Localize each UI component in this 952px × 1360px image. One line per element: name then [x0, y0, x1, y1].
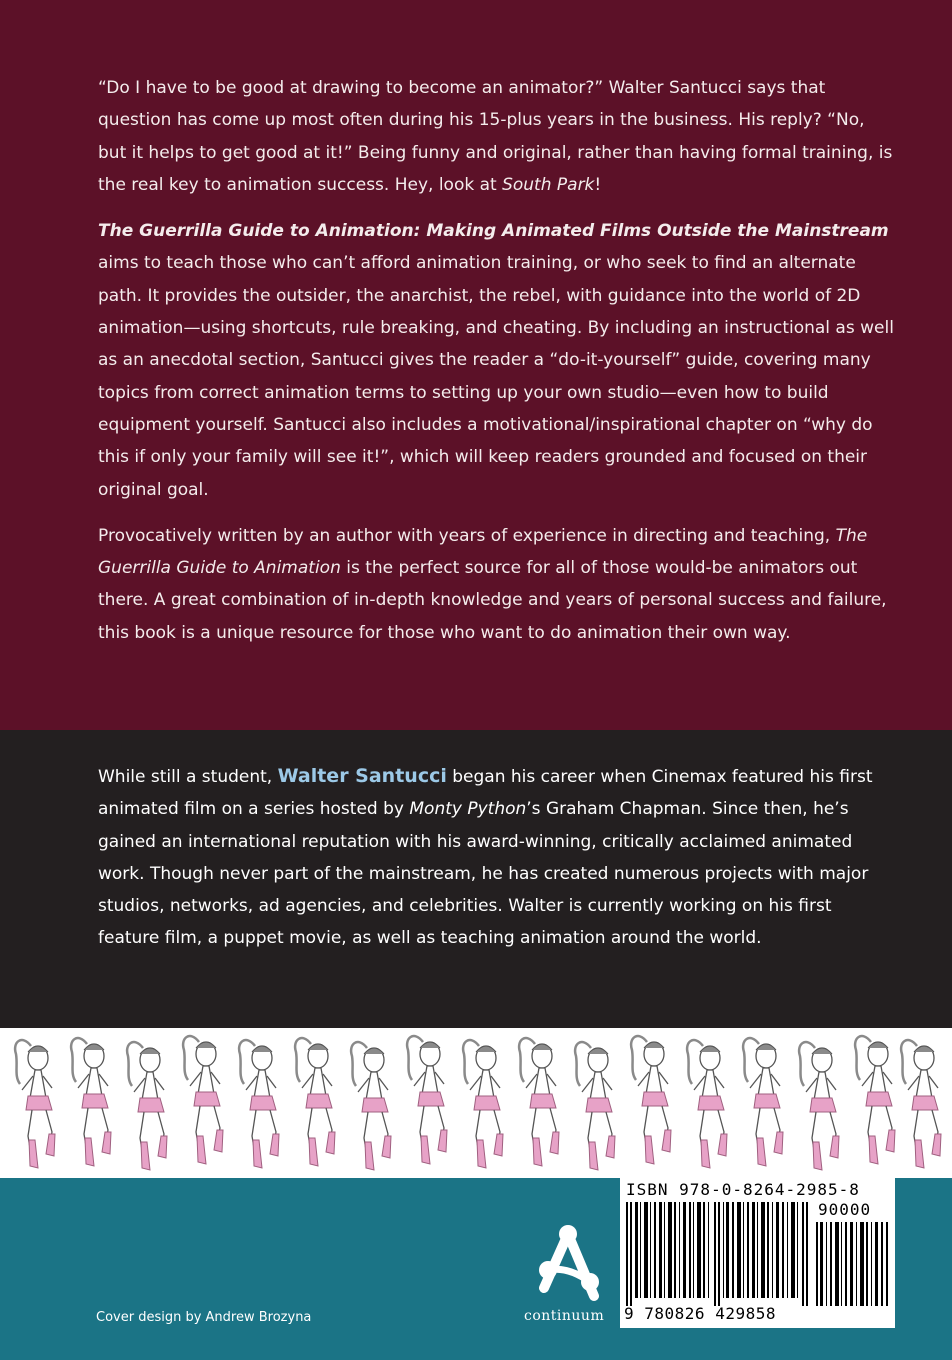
price-code: 90000: [818, 1200, 872, 1219]
barcode-number: 9 780826 429858: [624, 1304, 776, 1323]
barcode-bars: [626, 1202, 808, 1306]
book-title: The Guerrilla Guide to Animation: Making Animated Films Outside the Mainstream: [98, 221, 889, 242]
dancer-frame-5: [230, 1028, 290, 1178]
dancer-frame-9: [454, 1028, 514, 1178]
dancer-frame-11: [566, 1028, 626, 1178]
dancer-frame-4: [174, 1028, 234, 1178]
cover-credit: Cover design by Andrew Brozyna: [96, 1310, 312, 1325]
synopsis-text: [98, 72, 898, 663]
animation-frames-strip: [0, 1028, 952, 1178]
show-name: Monty Python: [409, 799, 527, 820]
dancer-frame-13: [678, 1028, 738, 1178]
dancer-frame-2: [62, 1028, 122, 1178]
synopsis-paragraph-1: “Do I have to be good at drawing to become an animator?” Walter Santucci says that question has come up most often during his 15-plus years in the business. His reply? “No, but it helps to get good at it!” Being funny and original, rather than having formal training, is the real key to animation success. Hey, look at South Park!: [98, 78, 893, 195]
isbn-barcode: [620, 1178, 895, 1328]
dancer-frame-15: [790, 1028, 850, 1178]
show-title: South Park: [502, 174, 595, 195]
dancer-frame-3: [118, 1028, 178, 1178]
dancer-frame-14: [734, 1028, 794, 1178]
dancer-frame-10: [510, 1028, 570, 1178]
dancer-frame-7: [342, 1028, 402, 1178]
author-bio-text: [98, 760, 898, 955]
isbn-label: ISBN 978-0-8264-2985-8: [626, 1180, 860, 1199]
author-bio-panel: [0, 730, 952, 1028]
synopsis-paragraph-2: The Guerrilla Guide to Animation: Making Animated Films Outside the Mainstream aims to teach those who can’t afford animation training, or who seek to find an alternate path. It provides the outsider, the anarchist, the rebel, with guidance into the world of 2D animation—using shortcuts, rule breaking, and cheating. By including an instructional as well as an anecdotal section, Santucci gives the reader a “do-it-yourself” guide, covering many topics from correct animation terms to setting up your own studio—even how to build equipment yourself. Santucci also includes a motivational/inspirational chapter on “why do this if only your family will see it!”, which will keep readers grounded and focused on their original goal.: [98, 221, 894, 500]
continuum-logo-icon: [520, 1222, 610, 1322]
synopsis-paragraph-3: Provocatively written by an author with years of experience in directing and teaching, The Guerrilla Guide to Animation is the perfect source for all of those would-be animators out there. A great combination of in-depth knowledge and years of personal success and failure, this book is a unique resource for those who want to do animation their own way.: [98, 525, 887, 643]
author-name: Walter Santucci: [277, 765, 447, 787]
dancer-frame-8: [398, 1028, 458, 1178]
dancer-frame-1: [6, 1028, 66, 1178]
addon-barcode-bars: [816, 1222, 890, 1306]
dancer-frame-17: [892, 1028, 952, 1178]
dancer-frame-12: [622, 1028, 682, 1178]
footer-panel: [0, 1178, 952, 1360]
author-bio-paragraph: While still a student, Walter Santucci began his career when Cinemax featured his first animated film on a series hosted by Monty Python’s Graham Chapman. Since then, he’s gained an international reputation with his award-winning, critically acclaimed animated work. Though never part of the mainstream, he has created numerous projects with major studios, networks, ad agencies, and celebrities. Walter is currently working on his first feature film, a puppet movie, as well as teaching animation around the world.: [98, 765, 873, 949]
publisher-name: continuum: [524, 1308, 605, 1324]
book-title-inline: The Guerrilla Guide to Animation: [98, 525, 868, 579]
dancer-frame-6: [286, 1028, 346, 1178]
